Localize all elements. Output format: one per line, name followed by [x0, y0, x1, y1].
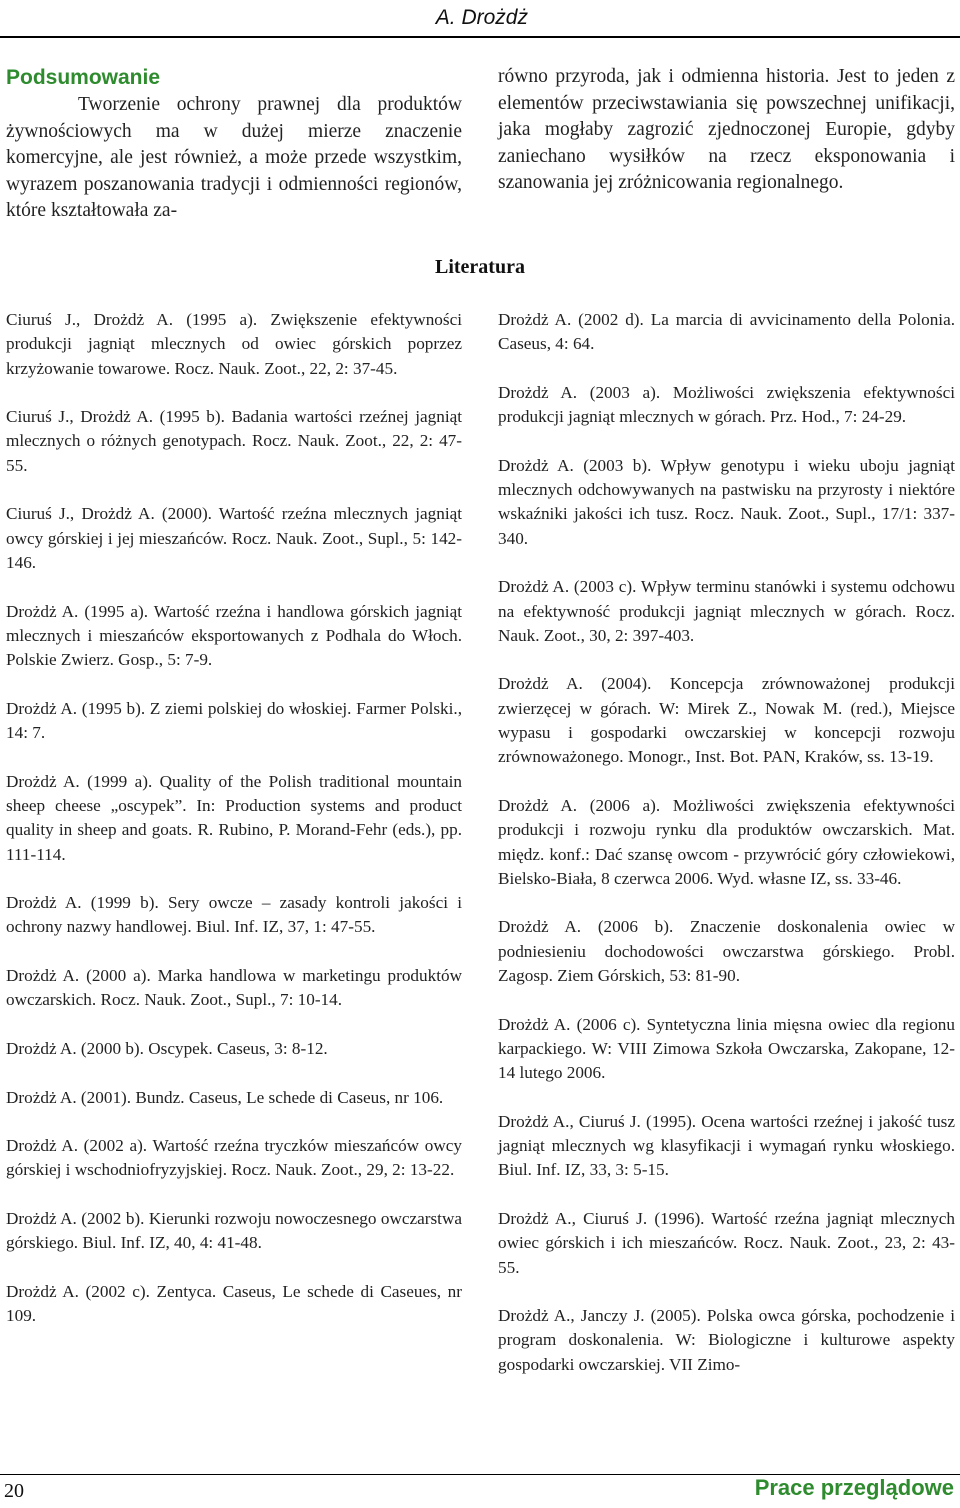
reference-entry: Drożdż A. (2002 d). La marcia di avvicinamento della Polonia. Caseus, 4: 64.	[498, 310, 955, 354]
reference-entry: Drożdż A. (2006 a). Możliwości zwiększenia efektywności produkcji i rozwoju rynku dla produktów owczarskich. Mat. międz. konf.: Dać szansę owcom - przywrócić góry człowiekowi, Bielsko-Biała, 8 czerwca 2006. Wyd. własne IZ, ss. 33-46.	[498, 795, 955, 888]
header-rule	[0, 36, 960, 38]
reference-entry: Drożdż A., Janczy J. (2005). Polska owca górska, pochodzenie i program doskonalenia. W: Biologiczne i kulturowe aspekty gospodarki owczarskiej. VII Zimo-	[498, 1306, 955, 1374]
reference-entry: Drożdż A., Ciuruś J. (1996). Wartość rzeźna jagniąt mlecznych owiec górskich i ich mieszańców. Rocz. Nauk. Zoot., 23, 2: 43-55.	[498, 1208, 955, 1277]
reference-entry: Drożdż A. (2003 c). Wpływ terminu stanówki i systemu odchowu na efektywność produkcji jagniąt mlecznych w górach. Rocz. Nauk. Zoot., 30, 2: 397-403.	[498, 577, 955, 645]
footer-section-label: Prace przeglądowe	[754, 1475, 954, 1500]
reference-entry: Drożdż A. (2000 b). Oscypek. Caseus, 3: 8-12.	[6, 1038, 328, 1058]
reference-entry: Drożdż A. (2003 a). Możliwości zwiększenia efektywności produkcji jagniąt mlecznych w górach. Prz. Hod., 7: 24-29.	[498, 382, 955, 427]
reference-entry: Drożdż A. (1999 a). Quality of the Polish traditional mountain sheep cheese „oscypek”. In: Production systems and product quality in sheep and goats. R. Rubino, P. Morand-Fehr (eds.), pp. 111-114.	[6, 771, 462, 864]
reference-entry: Ciuruś J., Drożdż A. (1995 b). Badania wartości rzeźnej jagniąt mlecznych o różnych genotypach. Rocz. Nauk. Zoot., 22, 2: 47-55.	[6, 407, 462, 475]
reference-entry: Ciuruś J., Drożdż A. (2000). Wartość rzeźna mlecznych jagniąt owcy górskiej i jej mieszańców. Rocz. Nauk. Zoot., Supl., 5: 142-146.	[6, 504, 462, 572]
reference-entry: Drożdż A. (2006 c). Syntetyczna linia mięsna owiec dla regionu karpackiego. W: VIII Zimowa Szkoła Owczarska, Zakopane, 12-14 lutego 2006.	[498, 1014, 955, 1083]
reference-entry: Drożdż A. (2002 c). Zentyca. Caseus, Le schede di Caseues, nr 109.	[6, 1281, 462, 1326]
summary-heading: Podsumowanie	[6, 66, 161, 89]
reference-entry: Drożdż A. (2006 b). Znaczenie doskonalenia owiec w podniesieniu dochodowości owczarstwa górskiego. Probl. Zagosp. Ziem Górskich, 53: 81-90.	[498, 917, 955, 986]
reference-entry: Drożdż A. (2002 a). Wartość rzeźna tryczków mieszańców owcy górskiej i wschodniofryzyjskiej. Rocz. Nauk. Zoot., 29, 2: 13-22.	[6, 1136, 462, 1180]
summary-column-left	[6, 64, 462, 225]
reference-entry: Ciuruś J., Drożdż A. (1995 a). Zwiększenie efektywności produkcji jagniąt mlecznych od owiec górskich poprzez krzyżowanie towarowe. Rocz. Nauk. Zoot., 22, 2: 37-45.	[6, 310, 462, 378]
reference-entry: Drożdż A. (2000 a). Marka handlowa w marketingu produktów owczarskich. Rocz. Nauk. Zoot., Supl., 7: 10-14.	[6, 966, 462, 1010]
reference-entry: Drożdż A. (1999 b). Sery owcze – zasady kontroli jakości i ochrony nazwy handlowej. Biul. Inf. IZ, 37, 1: 47-55.	[6, 893, 462, 937]
reference-entry: Drożdż A. (2001). Bundz. Caseus, Le schede di Caseus, nr 106.	[6, 1087, 444, 1107]
reference-entry: Drożdż A. (1995 b). Z ziemi polskiej do włoskiej. Farmer Polski., 14: 7.	[6, 698, 462, 743]
reference-entry: Drożdż A. (1995 a). Wartość rzeźna i handlowa górskich jagniąt mlecznych i mieszańców eksportowanych z Podhala do Włoch. Polskie Zwierz. Gosp., 5: 7-9.	[6, 601, 462, 670]
summary-column-right	[498, 64, 955, 197]
summary-paragraph-part2: równo przyroda, jak i odmienna historia. Jest to jeden z elementów przeciwstawiania się powszechnej unifikacji, jaka mogłaby zagrozić zjednoczonej Europie, gdyby zaniechano wysiłków na rzecz eksponowania i szanowania jej zróżnicowania regionalnego.	[498, 66, 955, 193]
page-number: 20	[4, 1480, 24, 1502]
summary-paragraph-part1: Tworzenie ochrony prawnej dla produktów żywnościowych ma w dużej mierze znaczenie komercyjne, ale jest również, a może przede wszystkim, wyrazem poszanowania tradycji i odmienności regionów, które kształtowała za-	[6, 94, 462, 221]
references-left-column	[6, 308, 462, 1353]
literature-heading: Literatura	[435, 256, 525, 278]
reference-entry: Drożdż A. (2003 b). Wpływ genotypu i wieku uboju jagniąt mlecznych odchowywanych na pastwisku na przyrosty i niektóre wskaźniki jakości ich tusz. Rocz. Nauk. Zoot., Supl., 17/1: 337-340.	[498, 455, 955, 548]
reference-entry: Drożdż A., Ciuruś J. (1995). Ocena wartości rzeźnej i jakość tusz jagniąt mlecznych wg klasyfikacji i wymagań rynku włoskiego. Biul. Inf. IZ, 33, 3: 5-15.	[498, 1111, 955, 1180]
references-right-column	[498, 308, 955, 1401]
reference-entry: Drożdż A. (2002 b). Kierunki rozwoju nowoczesnego owczarstwa górskiego. Biul. Inf. IZ, 40, 4: 41-48.	[6, 1208, 462, 1253]
reference-entry: Drożdż A. (2004). Koncepcja zrównoważonej produkcji zwierzęcej w górach. W: Mirek Z., Nowak M. (red.), Miejsce wypasu i gospodarki owczarskiej w koncepcji rozwoju zrównoważonego. Monogr., Inst. Bot. PAN, Kraków, ss. 13-19.	[498, 674, 955, 767]
running-head: A. Drożdż	[435, 6, 528, 29]
